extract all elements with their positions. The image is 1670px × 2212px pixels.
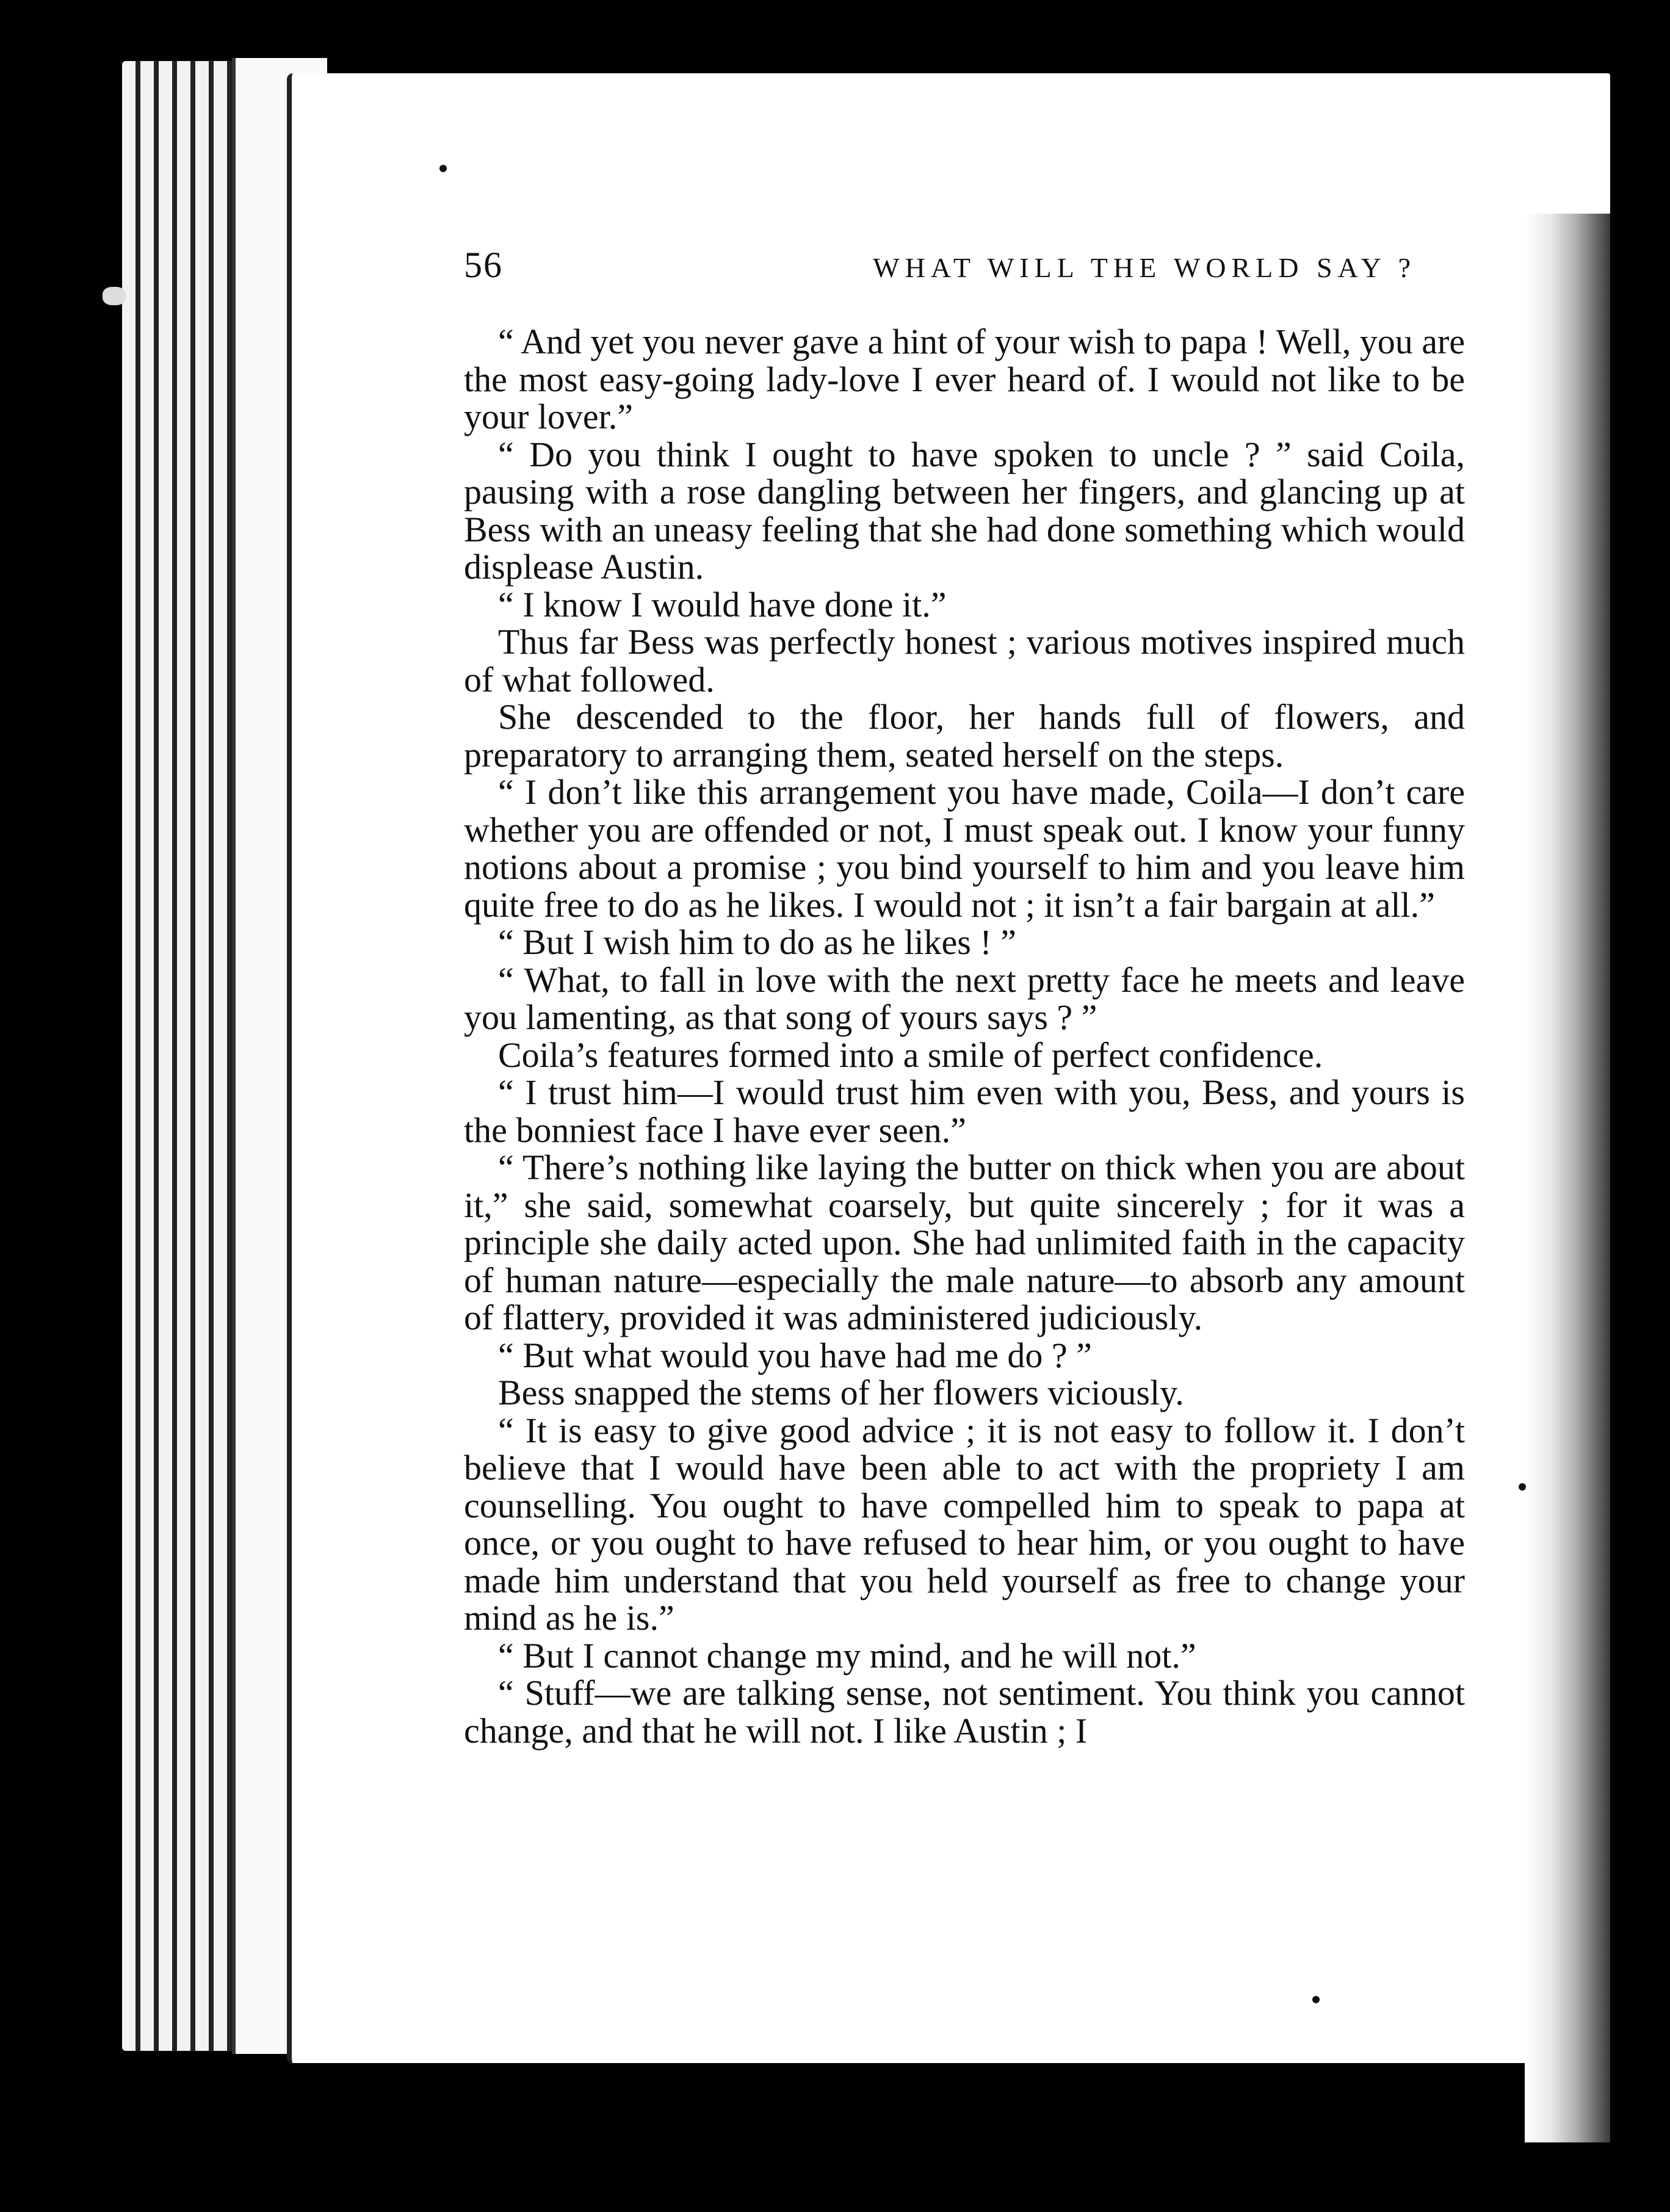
paragraph: “ Do you think I ought to have spoken to uncle ? ” said Coila, pausing with a rose dangling between her fingers, and glancing up at Bess with an uneasy feeling that she had done something which would displease Austin. xyxy=(464,434,1465,587)
paragraph: “ I know I would have done it.” xyxy=(498,584,947,624)
paragraph: “ But I cannot change my mind, and he will not.” xyxy=(498,1635,1196,1675)
scan-dot xyxy=(1519,1483,1526,1491)
paragraph: She descended to the floor, her hands full of flowers, and preparatory to arranging them, seated herself on the steps. xyxy=(464,697,1465,775)
paragraph: “ But what would you have had me do ? ” xyxy=(498,1335,1092,1375)
paragraph: “ But I wish him to do as he likes ! ” xyxy=(498,922,1016,962)
paragraph: Thus far Bess was perfectly honest ; various motives inspired much of what followed. xyxy=(464,622,1465,699)
page-header xyxy=(464,244,1465,286)
page-number: 56 xyxy=(464,245,503,285)
paragraph: “ It is easy to give good advice ; it is not easy to follow it. I don’t believe that I would have been able to act with the propriety I am counselling. You ought to have compelled him to speak to papa at once, or you ought to have refused to hear him, or you ought to have made him understand that you held yourself as free to change your mind as he is.” xyxy=(464,1410,1465,1638)
paragraph: “ And yet you never gave a hint of your wish to papa ! Well, you are the most easy-going lady-love I ever heard of. I would not like to be your lover.” xyxy=(464,322,1465,436)
page-text xyxy=(464,244,1465,1749)
scan-speck xyxy=(103,287,126,305)
paragraph: “ I trust him—I would trust him even with you, Bess, and yours is the bonniest face I have ever seen.” xyxy=(464,1072,1465,1150)
paragraph: “ Stuff—we are talking sense, not sentiment. You think you cannot change, and that he will not. I like Austin ; I xyxy=(464,1673,1465,1751)
paragraph: “ I don’t like this arrangement you have made, Coila—I don’t care whether you are offended or not, I must speak out. I know your funny notions about a promise ; you bind yourself to him and you leave him quite free to do as he likes. I would not ; it isn’t a fair bargain at all.” xyxy=(464,772,1465,925)
paragraph: “ What, to fall in love with the next pretty face he meets and leave you lamenting, as that song of yours says ? ” xyxy=(464,960,1465,1037)
paragraph: “ There’s nothing like laying the butter on thick when you are about it,” she said, somewhat coarsely, but quite sincerely ; for it was a principle she daily acted upon. She had unlimited faith in the capacity of human nature—especially the male nature—to absorb any amount of flattery, provided it was administered judiciously. xyxy=(464,1148,1465,1337)
scan-dot xyxy=(1312,1996,1320,2003)
paragraph: Coila’s features formed into a smile of perfect confidence. xyxy=(498,1035,1323,1075)
scan-dot xyxy=(439,165,447,172)
running-title: WHAT WILL THE WORLD SAY ? xyxy=(873,252,1416,283)
gutter-shadow xyxy=(1525,214,1610,2142)
paragraph: Bess snapped the stems of her flowers viciously. xyxy=(498,1373,1184,1412)
